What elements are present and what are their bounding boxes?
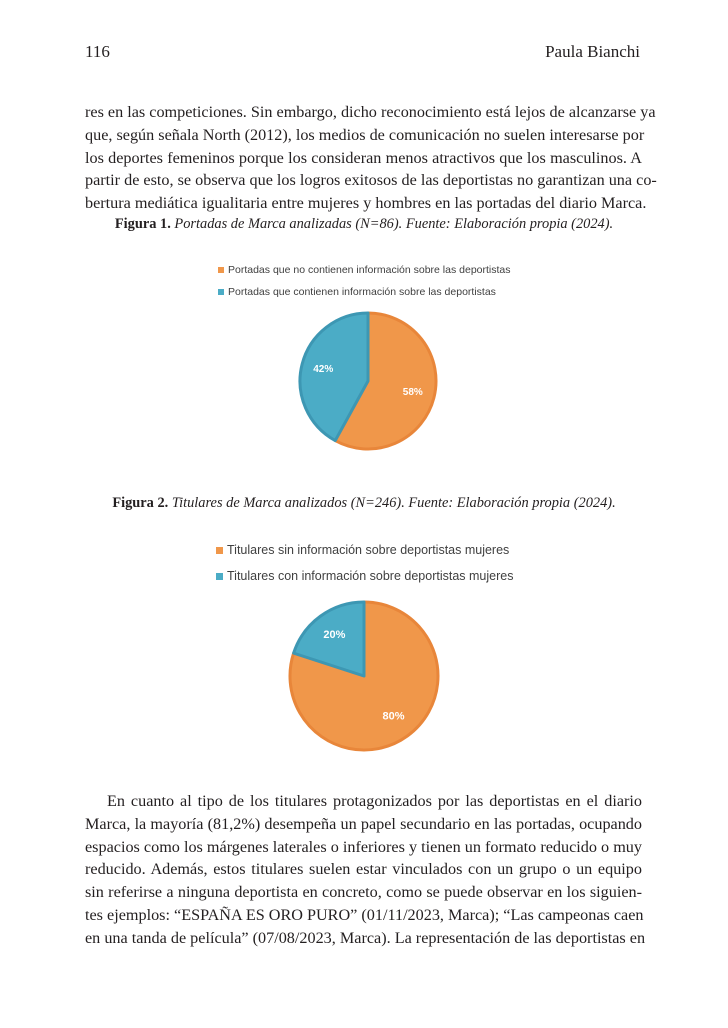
text-line: Marca, la mayoría (81,2%) desempeña un papel secundario en las portadas, ocupando: [85, 814, 642, 833]
figure-1-label: Figura 1.: [114, 216, 171, 232]
text-line: tes ejemplos: “ESPAÑA ES ORO PURO” (01/11/2023, Marca); “Las campeonas caen: [85, 905, 644, 924]
running-header-author: Paula Bianchi: [545, 42, 640, 61]
text-line: espacios como los márgenes laterales o inferiores y tienen un formato reducido o muy: [85, 837, 642, 856]
text-line: res en las competiciones. Sin embargo, dicho reconocimiento está lejos de alcanzarse ya: [85, 103, 656, 121]
pie-data-label: 20%: [323, 629, 346, 642]
legend-swatch: [218, 289, 224, 295]
legend-item: [216, 543, 509, 557]
page-number: 116: [85, 42, 110, 61]
pie-data-label: 42%: [313, 364, 334, 376]
pie-data-label: 80%: [382, 710, 405, 723]
pie-data-label: 58%: [402, 387, 423, 399]
figure-1-caption-text: Portadas de Marca analizadas (N=86). Fuente: Elaboración propia (2024).: [174, 216, 614, 232]
figure-2-caption: [0, 495, 728, 512]
figure-2-label: Figura 2.: [112, 495, 169, 511]
legend-item: [218, 286, 496, 298]
text-line: en una tanda de película” (07/08/2023, Marca). La representación de las deportistas en: [85, 928, 646, 947]
text-line: sin referirse a ninguna deportista en concreto, como se puede observar en los siguien-: [85, 883, 642, 902]
text-line: partir de esto, se observa que los logros exitosos de las deportistas no garantizan una co-: [85, 171, 657, 190]
text-line: que, según señala North (2012), los medios de comunicación no suelen interesarse por: [85, 125, 645, 144]
legend-label: Portadas que no contienen información sobre las deportistas: [228, 264, 511, 276]
figure-1-caption: [0, 216, 728, 233]
legend-label: Portadas que contienen información sobre las deportistas: [228, 286, 496, 298]
text-line: En cuanto al tipo de los titulares protagonizados por las deportistas en el diario: [107, 792, 642, 810]
legend-swatch: [216, 547, 223, 554]
legend-swatch: [218, 267, 224, 273]
figure-1-pie-chart: [298, 311, 438, 451]
body-paragraph: [85, 101, 657, 215]
text-line: los deportes femeninos porque los consideran menos atractivos que los masculinos. A: [85, 148, 642, 167]
figure-2-caption-text: Titulares de Marca analizados (N=246). Fuente: Elaboración propia (2024).: [171, 495, 616, 511]
figure-2-pie-chart: [288, 600, 440, 752]
legend-item: [216, 569, 513, 583]
text-line: bertura mediática igualitaria entre mujeres y hombres en las portadas del diario Marca.: [85, 194, 647, 213]
text-line: reducido. Además, estos titulares suelen estar vinculados con un grupo o un equipo: [85, 860, 642, 879]
legend-label: Titulares con información sobre deportistas mujeres: [227, 569, 514, 583]
legend-swatch: [216, 573, 223, 580]
legend-label: Titulares sin información sobre deportistas mujeres: [227, 543, 510, 557]
body-paragraph: [85, 790, 646, 950]
legend-item: [218, 264, 511, 276]
